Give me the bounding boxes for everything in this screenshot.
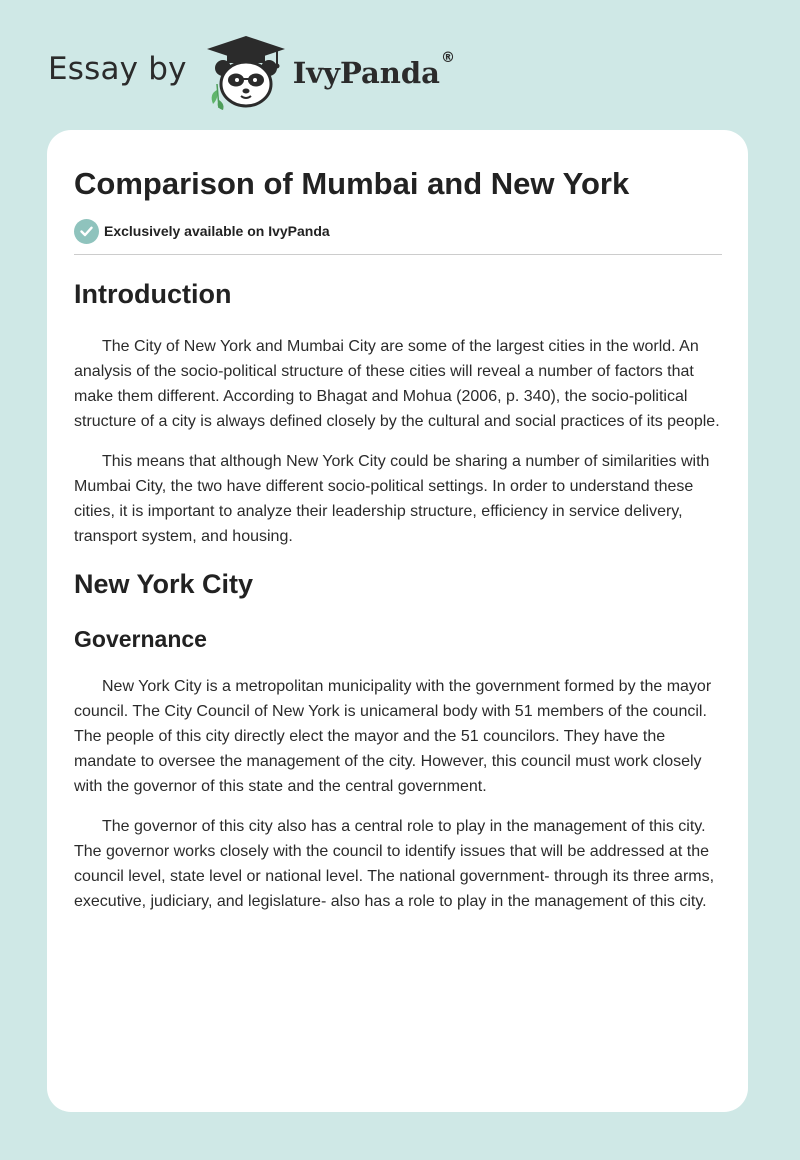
- essay-card: [47, 130, 748, 1112]
- ivypanda-logo-link[interactable]: [203, 34, 455, 110]
- paragraph: The governor of this city also has a central role to play in the management of this city. The governor works closely with the council to identify issues that will be addressed at the council level, state level or national level. The national government- through its three arms, executive, judiciary, and legislature- also has a role to play in the management of this city.: [74, 818, 715, 910]
- registered-mark: ®: [440, 50, 455, 66]
- brand-name-text: IvyPanda: [292, 56, 440, 90]
- exclusive-badge: [74, 218, 722, 244]
- section-heading-new-york-city: New York City: [74, 569, 254, 599]
- paragraph: The City of New York and Mumbai City are some of the largest cities in the world. An analysis of the socio-political structure of these cities will reveal a number of factors that make them different. According to Bhagat and Mohua (2006, p. 340), the socio-political structure of a city is always defined closely by the cultural and social practices of its people.: [74, 338, 720, 430]
- brand-header: [48, 34, 455, 110]
- paragraph: This means that although New York City could be sharing a number of similarities with Mumbai City, the two have different socio-political settings. In order to understand these cities, it is important to analyze their leadership structure, efficiency in service delivery, transport system, and housing.: [74, 453, 710, 545]
- brand-prefix: Essay by: [48, 51, 187, 87]
- panda-mascot-icon: [203, 34, 289, 110]
- badge-text: Exclusively available on IvyPanda: [104, 223, 330, 239]
- subsection-heading-governance: Governance: [74, 626, 207, 652]
- section-heading-introduction: Introduction: [74, 279, 232, 309]
- essay-title: Comparison of Mumbai and New York: [74, 166, 630, 201]
- title-divider: [74, 254, 722, 255]
- brand-name: [292, 50, 455, 90]
- paragraph: New York City is a metropolitan municipality with the government formed by the mayor council. The City Council of New York is unicameral body with 51 members of the council. The people of this city directly elect the mayor and the 51 councilors. They have the mandate to oversee the management of the city. However, this council must work closely with the governor of this state and the central government.: [74, 678, 712, 795]
- checkmark-icon: [74, 219, 99, 244]
